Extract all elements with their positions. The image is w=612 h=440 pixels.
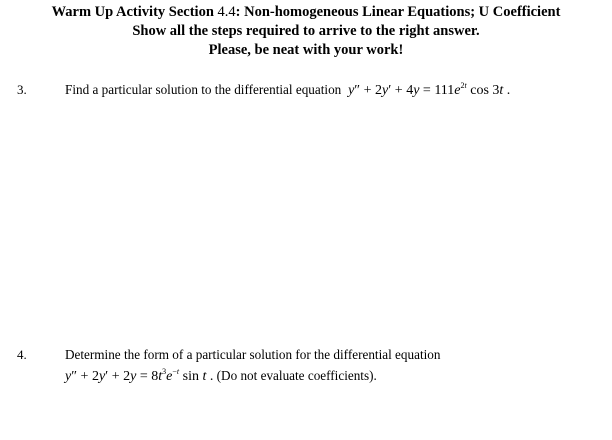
problem-number: 3. [17, 82, 27, 97]
problem-statement-continued: $y'' + 2y' + 2y = 8t^3e^{-t}$ sin t . (Do not evaluate coefficients). [65, 367, 377, 384]
worksheet-title: Warm Up Activity Section 4.4: Non-homogeneous Linear Equations; U Coefficient [51, 4, 561, 20]
problem-number: 4. [17, 347, 27, 362]
problem-statement: Find a particular solution to the differential equation $y'' + 2y' + 4y = 111e^{2t}$ cos 3t . [65, 81, 511, 98]
neatness-line: Please, be neat with your work! [208, 42, 404, 58]
problem-statement: Determine the form of a particular solution for the differential equation [65, 347, 441, 362]
instructions-line: Show all the steps required to arrive to the right answer. [132, 23, 480, 39]
differential-equation: $y'' + 2y' + 4y = 111e^{2t}$ cos 3t . [348, 81, 511, 98]
differential-equation: $y'' + 2y' + 2y = 8t^3e^{-t}$ sin t . [65, 367, 214, 384]
section-number: 4.4 [217, 4, 236, 20]
